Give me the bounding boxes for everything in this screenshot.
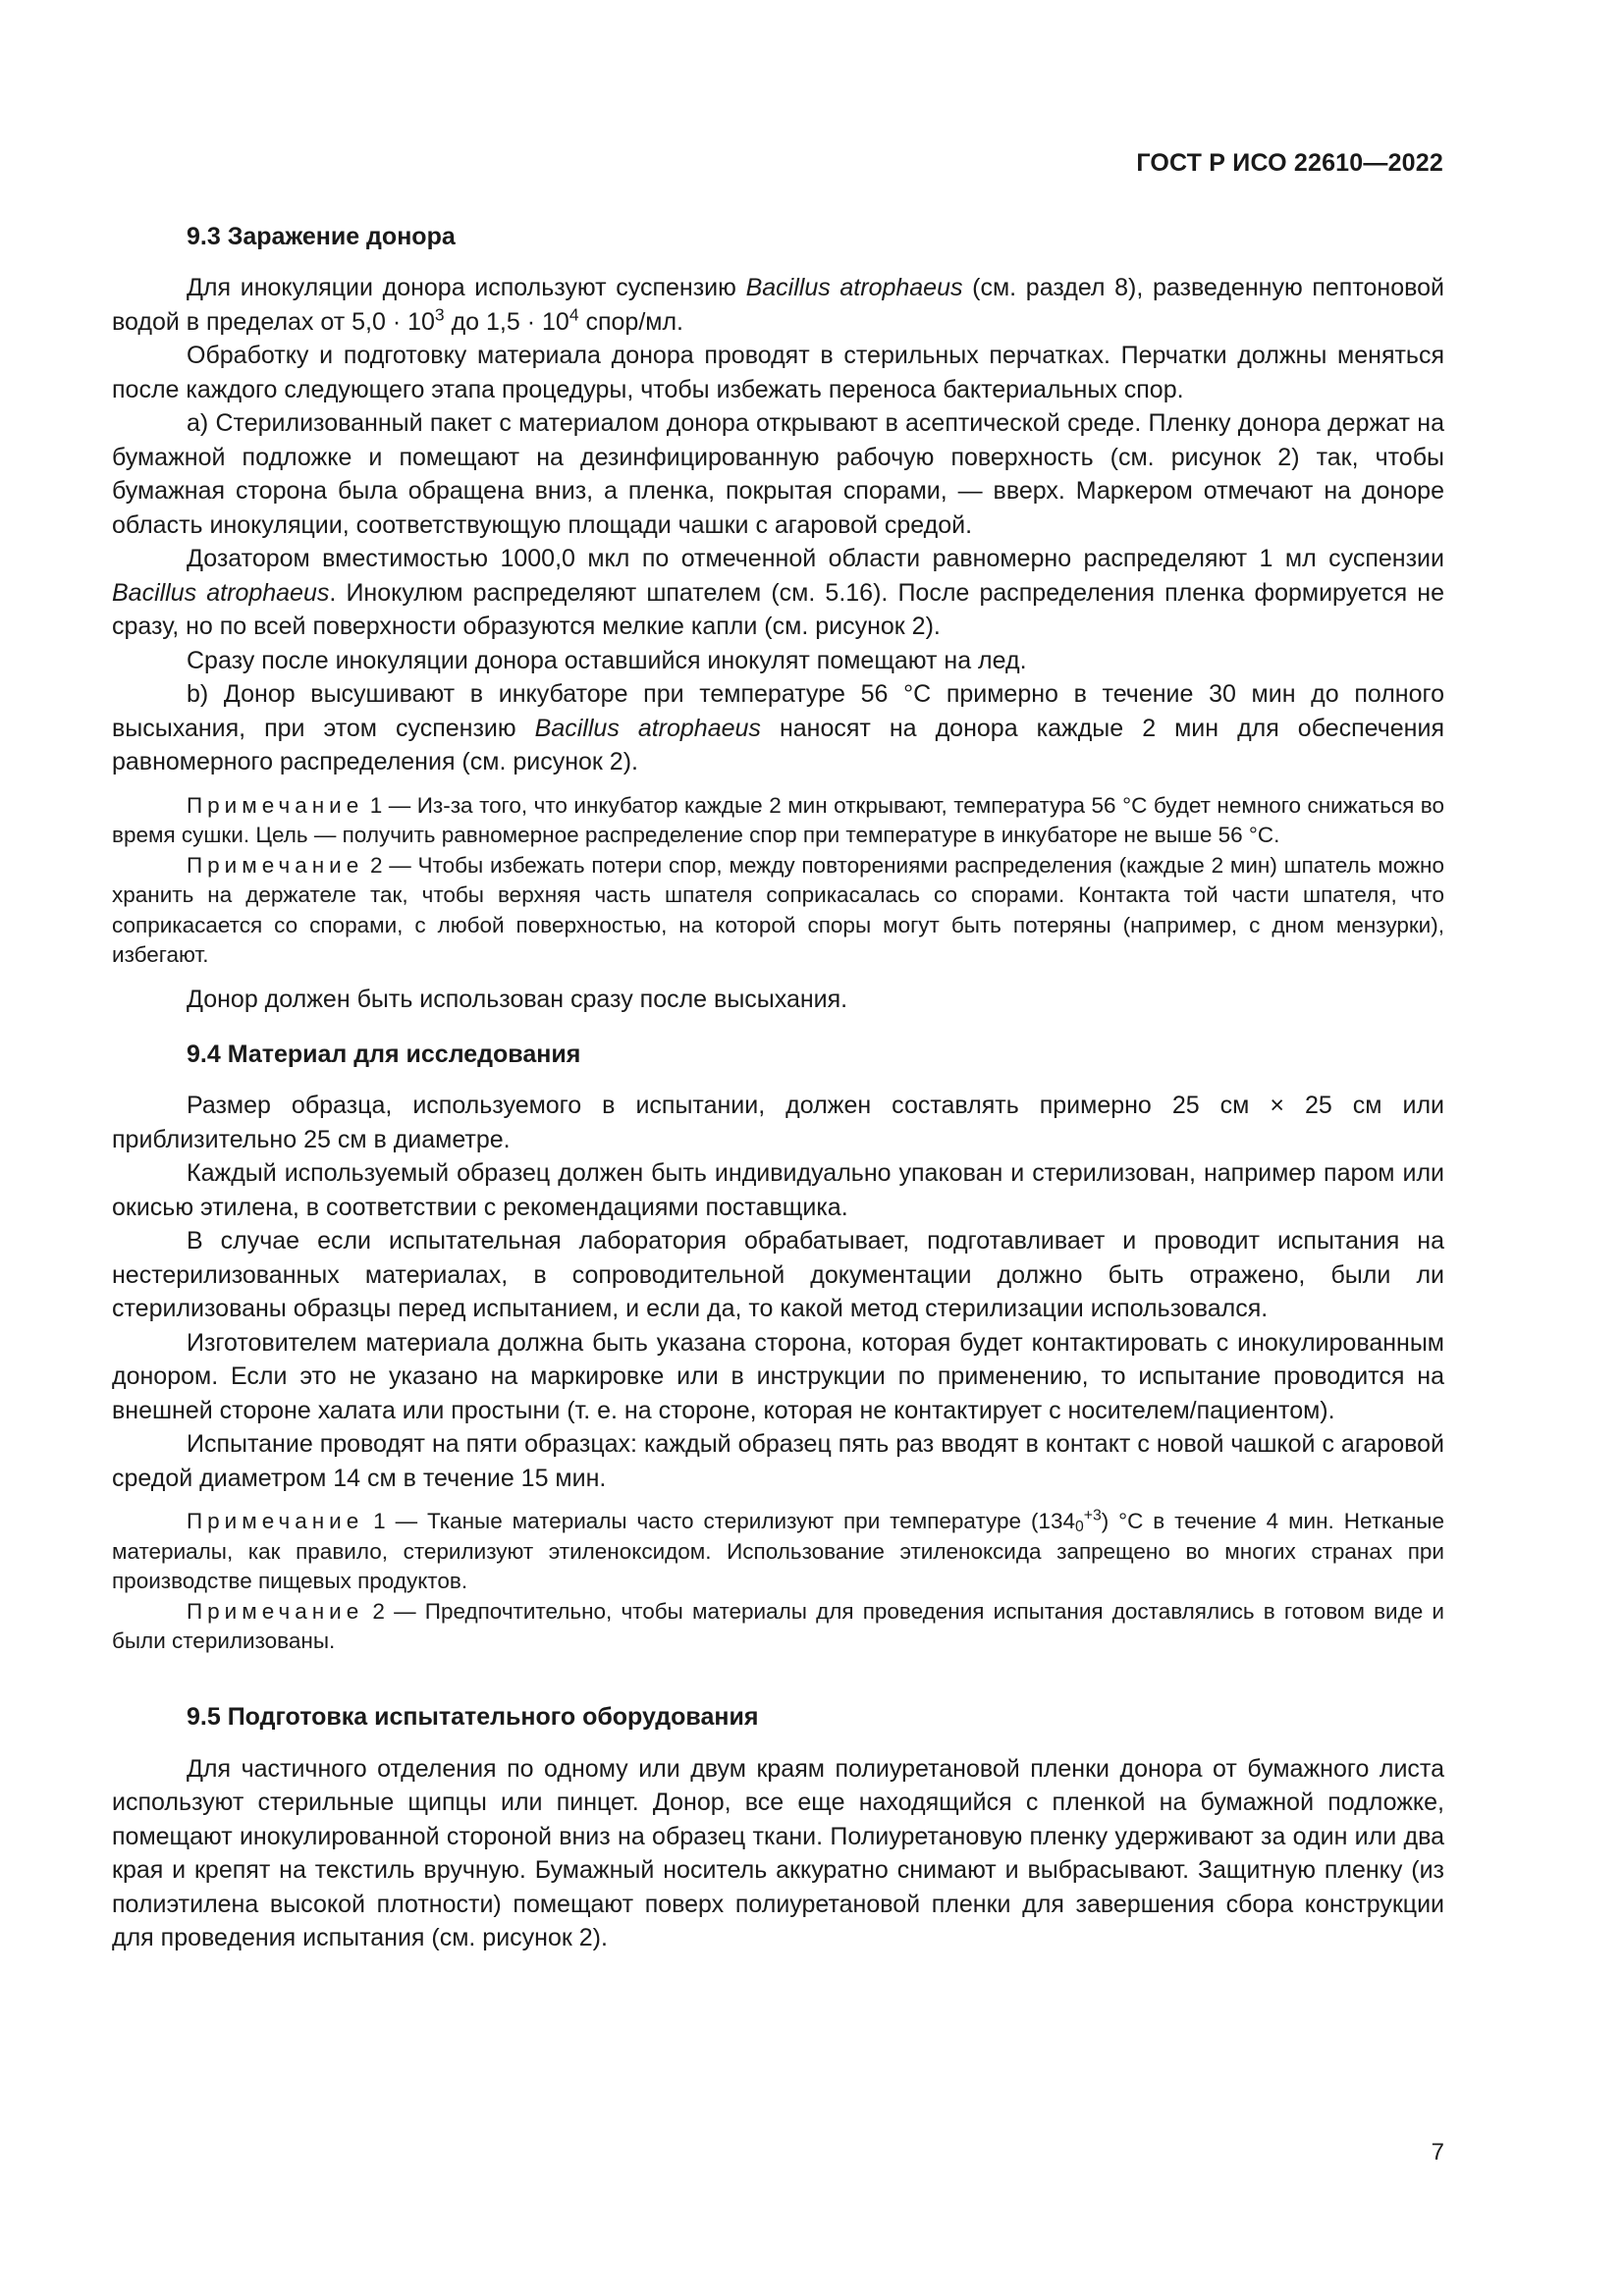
section-9-4-title: 9.4 Материал для исследования	[187, 1041, 581, 1068]
section-9-4	[112, 1038, 1444, 1657]
document-id-header: ГОСТ Р ИСО 22610—2022	[1136, 149, 1443, 177]
paragraph: Дозатором вместимостью 1000,0 мкл по отмеченной области равномерно распределяют 1 мл суспензии Bacillus atrophaeus. Инокулюм распределяют шпателем (см. 5.16). После распределения пленка формируется не сразу, но по всей поверхности образуются мелкие капли (см. рисунок 2).	[112, 545, 1444, 640]
paragraph: Испытание проводят на пяти образцах: каждый образец пять раз вводят в контакт с новой чашкой с агаровой средой диаметром 14 см в течение 15 мин.	[112, 1430, 1444, 1492]
paragraph: Для инокуляции донора используют суспензию Bacillus atrophaeus (см. раздел 8), разведенную пептоновой водой в пределах от $5,0 \cdot 10^3$ до $1,5 \cdot 10^4$ спор/мл.	[112, 274, 1444, 336]
section-9-5-title: 9.5 Подготовка испытательного оборудования	[187, 1702, 759, 1731]
paragraph: Обработку и подготовку материала донора проводят в стерильных перчатках. Перчатки должны меняться после каждого следующего этапа процедуры, чтобы избежать переноса бактериальных спор.	[112, 342, 1444, 403]
notes-block	[112, 1507, 1444, 1657]
page-content	[112, 220, 1444, 1955]
section-9-5	[112, 1700, 1444, 1955]
paragraph: b) Донор высушивают в инкубаторе при температуре 56 °С примерно в течение 30 мин до полного высыхания, при этом суспензию Bacillus atrophaeus наносят на донора каждые 2 мин для обеспечения равномерного распределения (см. рисунок 2).	[112, 680, 1444, 775]
paragraph: Каждый используемый образец должен быть индивидуально упакован и стерилизован, например паром или окисью этилена, в соответствии с рекомендациями поставщика.	[112, 1159, 1444, 1221]
notes-block	[112, 791, 1444, 971]
paragraph: Для частичного отделения по одному или двум краям полиуретановой пленки донора от бумажного листа используют стерильные щипцы или пинцет. Донор, все еще находящийся с пленкой на бумажной подложке, помещают инокулированной стороной вниз на образец ткани. Полиуретановую пленку удерживают за один или два края и крепят на текстиль вручную. Бумажный носитель аккуратно снимают и выбрасывают. Защитную пленку (из полиэтилена высокой плотности) помещают поверх полиуретановой пленки для завершения сбора конструкции для проведения испытания (см. рисунок 2).	[112, 1754, 1444, 1951]
note: Примечание 1 — Из-за того, что инкубатор каждые 2 мин открывают, температура 56 °С будет немного снижаться во время сушки. Цель — получить равномерное распределение спор при температуре в инкубаторе не выше 56 °С.	[112, 792, 1444, 847]
note: Примечание 2 — Чтобы избежать потери спор, между повторениями распределения (каждые 2 мин) шпатель можно хранить на держателе так, чтобы верхняя часть шпателя соприкасалась со спорами. Контакта той части шпателя, что соприкасается со спорами, с любой поверхностью, на которой споры могут быть потеряны (например, с дном мензурки), избегают.	[112, 852, 1444, 967]
section-9-3-title: 9.3 Заражение донора	[187, 223, 456, 250]
paragraph: Донор должен быть использован сразу после высыхания.	[187, 985, 848, 1013]
paragraph: Размер образца, используемого в испытании, должен составлять примерно 25 см × 25 см или приблизительно 25 см в диаметре.	[112, 1092, 1444, 1153]
note: Примечание 1 — Тканые материалы часто стерилизуют при температуре $(134_0^{+3})$ °С в течение 4 мин. Нетканые материалы, как правило, стерилизуют этиленоксидом. Использование этиленоксида запрещено во многих странах при производстве пищевых продуктов.	[112, 1507, 1444, 1593]
paragraph: Изготовителем материала должна быть указана сторона, которая будет контактировать с инокулированным донором. Если это не указано на маркировке или в инструкции по применению, то испытание проводится на внешней стороне халата или простыни (т. е. на стороне, которая не контактирует с носителем/пациентом).	[112, 1328, 1444, 1424]
note: Примечание 2 — Предпочтительно, чтобы материалы для проведения испытания доставлялись в готовом виде и были стерилизованы.	[112, 1598, 1444, 1653]
page-number: 7	[1431, 2139, 1444, 2165]
paragraph: Сразу после инокуляции донора оставшийся инокулят помещают на лед.	[187, 646, 1027, 674]
paragraph: В случае если испытательная лаборатория обрабатывает, подготавливает и проводит испытания на нестерилизованных материалах, в сопроводительной документации должно быть отражено, были ли стерилизованы образцы перед испытанием, и если да, то какой метод стерилизации использовался.	[112, 1227, 1444, 1322]
paragraph: a) Стерилизованный пакет с материалом донора открывают в асептической среде. Пленку донора держат на бумажной подложке и помещают на дезинфицированную рабочую поверхность (см. рисунок 2) так, чтобы бумажная сторона была обращена вниз, а пленка, покрытая спорами, — вверх. Маркером отмечают на доноре область инокуляции, соответствующую площади чашки с агаровой средой.	[112, 409, 1444, 539]
section-9-3	[112, 220, 1444, 1016]
